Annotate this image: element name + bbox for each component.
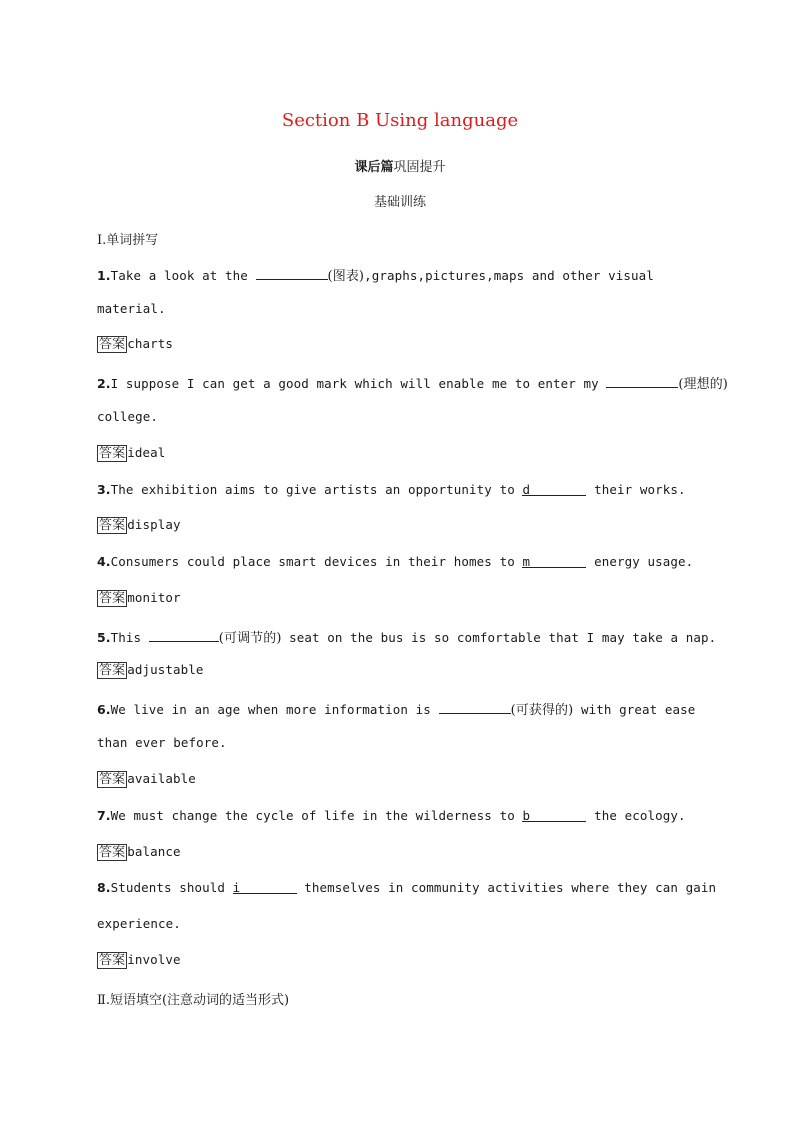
answer-label: 答案 (99, 337, 126, 352)
page-title: Section B Using language (281, 110, 519, 131)
answer-5: 答案 adjustable (99, 662, 204, 678)
question-5: 5.This (可调节的) seat on the bus is so comfortable that I may take a nap. (97, 630, 717, 646)
question-1: 1.Take a look at the (图表),graphs,pictures,maps and other visual (97, 268, 654, 284)
answer-blank (149, 628, 219, 642)
question-6-cont: than ever before. (97, 735, 227, 750)
answer-label: 答案 (99, 591, 126, 606)
section-heading-1: Ⅰ.单词拼写 (97, 233, 159, 248)
answer-blank: b (522, 808, 586, 822)
answer-label: 答案 (99, 663, 126, 678)
level-heading: 基础训练 (373, 195, 426, 210)
answer-2: 答案 ideal (99, 445, 166, 461)
page-subtitle (0, 156, 800, 175)
question-7: 7.We must change the cycle of life in the wilderness to b the ecology. (97, 808, 686, 823)
question-2: 2.I suppose I can get a good mark which will enable me to enter my (理想的) (97, 376, 728, 392)
answer-3: 答案 display (99, 517, 181, 533)
answer-6: 答案 available (99, 771, 196, 787)
section-heading-2: Ⅱ.短语填空(注意动词的适当形式) (97, 993, 290, 1008)
question-8-cont: experience. (97, 916, 181, 931)
answer-blank: i (233, 880, 297, 894)
answer-blank: m (522, 554, 586, 568)
answer-blank (606, 374, 678, 388)
question-4: 4.Consumers could place smart devices in their homes to m energy usage. (97, 554, 694, 569)
question-1-cont: material. (97, 301, 166, 316)
answer-7: 答案 balance (99, 844, 181, 860)
answer-label: 答案 (99, 518, 126, 533)
answer-1: 答案 charts (99, 336, 173, 352)
answer-8: 答案 involve (99, 952, 181, 968)
answer-label: 答案 (99, 845, 126, 860)
subtitle-rest: 巩固提升 (393, 160, 446, 175)
answer-label: 答案 (99, 953, 126, 968)
subtitle-bold: 课后篇 (354, 160, 394, 175)
question-6: 6.We live in an age when more information is (可获得的) with great ease (97, 702, 696, 718)
answer-label: 答案 (99, 772, 126, 787)
answer-blank: d (522, 482, 586, 496)
answer-4: 答案 monitor (99, 590, 181, 606)
question-3: 3.The exhibition aims to give artists an opportunity to d their works. (97, 482, 686, 497)
question-2-cont: college. (97, 409, 159, 424)
question-8: 8.Students should i themselves in community activities where they can gain (97, 880, 717, 895)
answer-blank (256, 266, 328, 280)
answer-blank (439, 700, 511, 714)
answer-label: 答案 (99, 446, 126, 461)
